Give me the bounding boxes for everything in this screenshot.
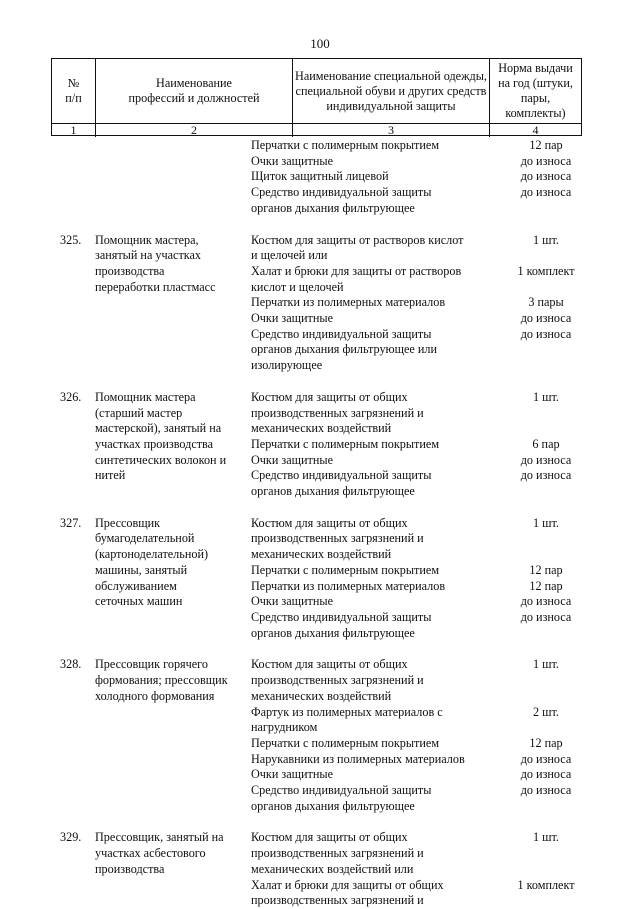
norm-value: до износа [520, 311, 572, 326]
profession-line: занятый на участках [95, 248, 202, 263]
equipment-item-line: Очки защитные [251, 452, 333, 467]
equipment-item-line: Средство индивидуальной защиты [251, 185, 432, 200]
equipment-item-line: Халат и брюки для защиты от общих [251, 877, 444, 892]
norm-value [510, 531, 582, 547]
norm-list [510, 390, 582, 500]
profession-line: синтетических волокон и [95, 452, 227, 467]
table-row [51, 233, 582, 374]
norm-value: до износа [520, 468, 572, 483]
header-text: № п/п [65, 76, 82, 105]
equipment-item-line: нагрудником [251, 720, 318, 735]
profession-name [95, 657, 251, 814]
equipment-item-line: механических воздействий [251, 547, 392, 562]
equipment-item-line: изолирующее [251, 358, 323, 373]
equipment-item-line: кислот и щелочей [251, 279, 344, 294]
norm-value: до износа [520, 326, 572, 341]
norm-value [510, 720, 582, 736]
equipment-list [251, 830, 510, 909]
profession-line: производства [95, 263, 165, 278]
norm-value [510, 358, 582, 374]
row-gap [51, 217, 582, 233]
equipment-list [251, 657, 510, 814]
equipment-item-line: Средство индивидуальной защиты [251, 326, 432, 341]
table-body [51, 138, 582, 909]
header-text: Наименование профессий и должностей [128, 76, 260, 105]
row-gap [51, 374, 582, 390]
equipment-item-line: Перчатки из полимерных материалов [251, 578, 446, 593]
table-row [51, 390, 582, 500]
header-text: Норма выдачи на год (штуки, пары, комплекты) [498, 61, 573, 120]
equipment-item-line: производственных загрязнений и [251, 531, 424, 546]
equipment-item-line: Костюм для защиты от общих [251, 657, 408, 672]
norm-list [510, 657, 582, 814]
norm-value: 1 шт. [533, 389, 559, 404]
profession-line: Прессовщик горячего [95, 657, 208, 672]
equipment-item-line: органов дыхания фильтрующее [251, 200, 415, 215]
equipment-item-line: Перчатки с полимерным покрытием [251, 735, 440, 750]
equipment-item-line: и щелочей или [251, 248, 328, 263]
profession-line: участках асбестового [95, 846, 206, 861]
norm-list [510, 138, 582, 217]
equipment-item-line: механических воздействий [251, 688, 392, 703]
column-number: 3 [293, 124, 490, 137]
norm-value: 2 шт. [533, 704, 559, 719]
equipment-item-line: Перчатки с полимерным покрытием [251, 138, 440, 152]
profession-line: переработки пластмасс [95, 279, 216, 294]
norm-value: 1 шт. [533, 657, 559, 672]
norm-value: 1 комплект [517, 877, 575, 892]
profession-line: (картоноделательной) [95, 547, 209, 562]
norm-value [510, 862, 582, 878]
table-header [51, 58, 582, 136]
norm-value: 3 пары [528, 295, 564, 310]
row-number: 329. [60, 830, 82, 845]
norm-value [510, 846, 582, 862]
column-number: 4 [532, 123, 539, 137]
equipment-item-line: органов дыхания фильтрующее [251, 625, 415, 640]
equipment-item-line: Очки защитные [251, 594, 333, 609]
norm-value: 12 пар [529, 138, 563, 152]
equipment-item-line: производственных загрязнений и [251, 893, 424, 908]
norm-value: до износа [520, 751, 572, 766]
equipment-item-line: Очки защитные [251, 153, 333, 168]
norm-value: 12 пар [529, 578, 563, 593]
equipment-item-line: механических воздействий или [251, 861, 414, 876]
norm-value: до износа [520, 452, 572, 467]
profession-name [95, 830, 251, 909]
equipment-item-line: Костюм для защиты от общих [251, 830, 408, 845]
profession-line: обслуживанием [95, 578, 177, 593]
row-number: 326. [60, 389, 82, 404]
norm-value: 12 пар [529, 735, 563, 750]
norm-value [510, 248, 582, 264]
profession-line: Помощник мастера, [95, 232, 199, 247]
norm-value: до износа [520, 767, 572, 782]
norm-value [510, 689, 582, 705]
equipment-item-line: Костюм для защиты от растворов кислот [251, 232, 464, 247]
profession-name [95, 233, 251, 374]
equipment-item-line: Фартук из полимерных материалов с [251, 704, 443, 719]
norm-value: до износа [520, 594, 572, 609]
header-col-profession [96, 59, 293, 123]
norm-value [510, 406, 582, 422]
equipment-item-line: Нарукавники из полимерных материалов [251, 751, 465, 766]
equipment-item-line: Халат и брюки для защиты от растворов [251, 263, 462, 278]
row-number [51, 138, 95, 217]
profession-name [95, 516, 251, 642]
table-row [51, 657, 582, 814]
profession-line: Прессовщик, занятый на [95, 830, 224, 845]
equipment-item-line: Средство индивидуальной защиты [251, 783, 432, 798]
equipment-item-line: органов дыхания фильтрующее [251, 484, 415, 499]
equipment-item-line: производственных загрязнений и [251, 673, 424, 688]
norm-value [510, 626, 582, 642]
profession-line: холодного формования [95, 688, 215, 703]
profession-line: (старший мастер [95, 405, 183, 420]
norm-value: до износа [520, 185, 572, 200]
norm-value [510, 342, 582, 358]
norm-value [510, 799, 582, 815]
norm-list [510, 233, 582, 374]
table-row [51, 516, 582, 642]
row-number: 328. [60, 657, 82, 672]
profession-line: сеточных машин [95, 594, 183, 609]
page-number: 100 [310, 36, 330, 51]
equipment-item-line: производственных загрязнений и [251, 846, 424, 861]
equipment-item-line: органов дыхания фильтрующее [251, 798, 415, 813]
table-row [51, 830, 582, 909]
equipment-list [251, 138, 510, 217]
header-col-number [52, 59, 96, 123]
norm-list [510, 516, 582, 642]
norm-value [510, 673, 582, 689]
equipment-item-line: Перчатки с полимерным покрытием [251, 436, 440, 451]
equipment-item-line: Средство индивидуальной защиты [251, 468, 432, 483]
profession-line: машины, занятый [95, 562, 188, 577]
row-number: 325. [60, 232, 82, 247]
norm-value: 6 пар [532, 436, 560, 451]
equipment-item-line: механических воздействий [251, 421, 392, 436]
profession-line: бумагоделательной [95, 531, 195, 546]
norm-value: до износа [520, 783, 572, 798]
norm-value: 1 шт. [533, 232, 559, 247]
profession-line: мастерской), занятый на [95, 421, 222, 436]
column-number: 2 [96, 124, 293, 137]
row-gap [51, 641, 582, 657]
norm-value: 1 комплект [517, 263, 575, 278]
profession-line: формования; прессовщик [95, 673, 228, 688]
norm-value: 12 пар [529, 562, 563, 577]
profession-line: нитей [95, 468, 126, 483]
norm-value: 1 шт. [533, 515, 559, 530]
equipment-item-line: органов дыхания фильтрующее или [251, 342, 438, 357]
norm-value [510, 421, 582, 437]
norm-list [510, 830, 582, 909]
header-col-norm [490, 59, 581, 123]
equipment-item-line: Костюм для защиты от общих [251, 389, 408, 404]
equipment-item-line: Щиток защитный лицевой [251, 169, 389, 184]
norm-value: до износа [520, 169, 572, 184]
norm-value [510, 201, 582, 217]
equipment-list [251, 233, 510, 374]
equipment-item-line: производственных загрязнений и [251, 405, 424, 420]
column-numbers-row [52, 123, 581, 137]
equipment-list [251, 390, 510, 500]
equipment-list [251, 516, 510, 642]
header-text: Наименование специальной одежды, специальной обуви и других средств индивидуальной защиты [295, 68, 487, 113]
table-row [51, 138, 582, 217]
norm-value [510, 280, 582, 296]
profession-line: Прессовщик [95, 515, 161, 530]
equipment-item-line: Перчатки из полимерных материалов [251, 295, 446, 310]
equipment-item-line: Костюм для защиты от общих [251, 515, 408, 530]
equipment-item-line: Очки защитные [251, 311, 333, 326]
profession-line: участках производства [95, 436, 214, 451]
equipment-item-line: Средство индивидуальной защиты [251, 609, 432, 624]
header-col-equipment [293, 59, 490, 123]
profession-line: производства [95, 861, 165, 876]
norm-value: 1 шт. [533, 830, 559, 845]
norm-value [510, 484, 582, 500]
equipment-item-line: Перчатки с полимерным покрытием [251, 562, 440, 577]
profession-name [95, 138, 251, 217]
profession-name [95, 390, 251, 500]
row-gap [51, 814, 582, 830]
norm-value: до износа [520, 609, 572, 624]
equipment-item-line: Очки защитные [251, 767, 333, 782]
profession-line: Помощник мастера [95, 389, 196, 404]
norm-value [510, 547, 582, 563]
column-number: 1 [52, 124, 96, 137]
row-number: 327. [60, 515, 82, 530]
norm-value [510, 893, 582, 909]
row-gap [51, 500, 582, 516]
norm-value: до износа [520, 153, 572, 168]
